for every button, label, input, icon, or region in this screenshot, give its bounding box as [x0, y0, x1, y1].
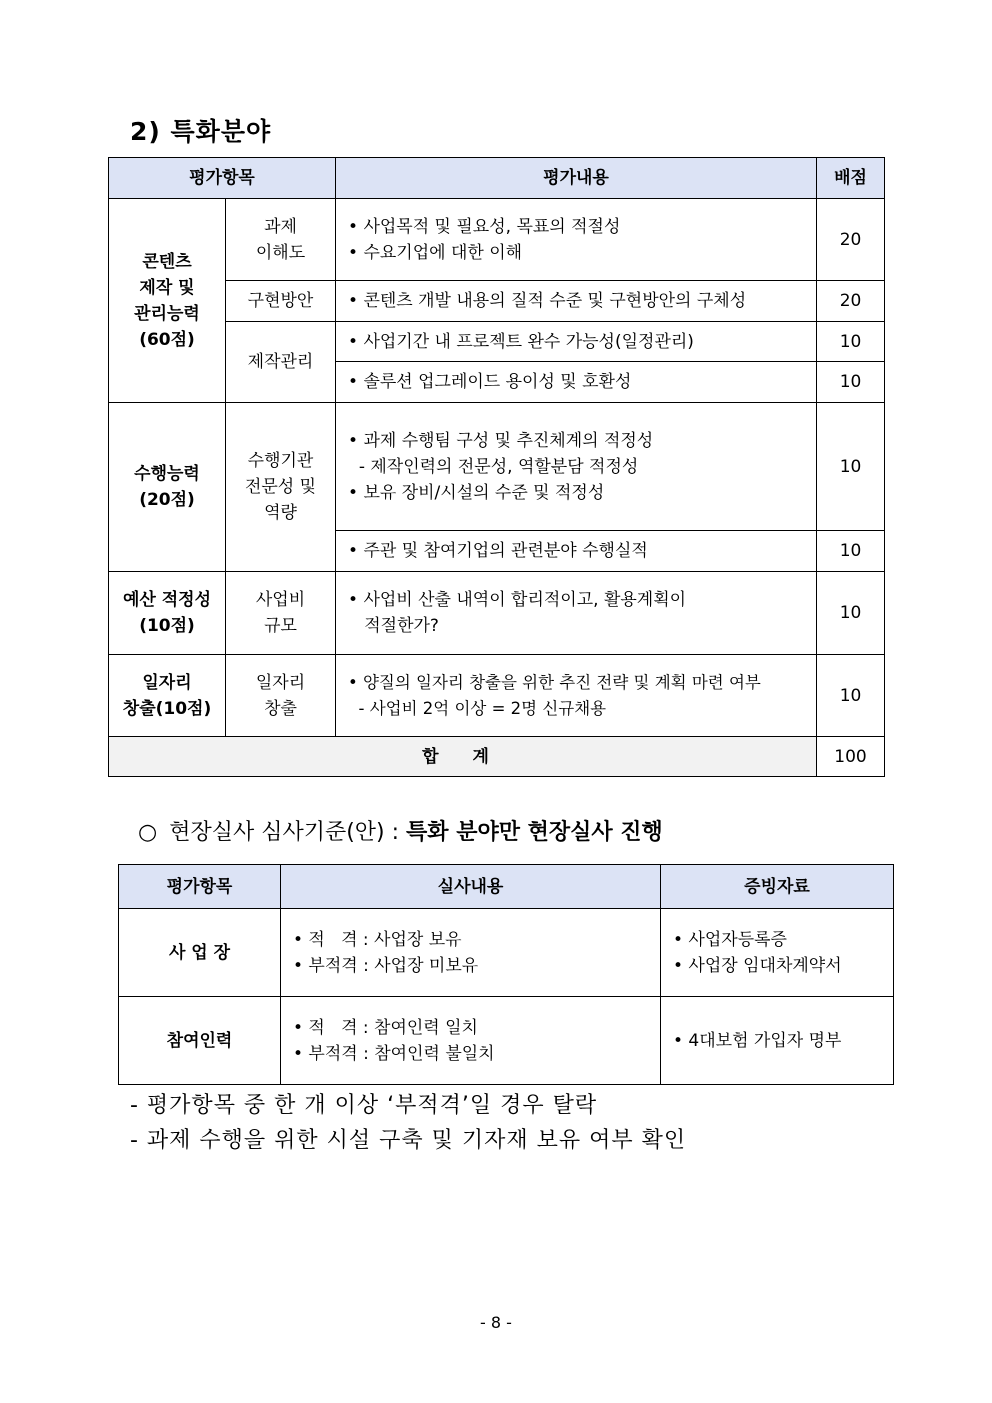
bullet: • 적 격 : 사업장 보유: [293, 929, 462, 950]
evaluation-table: [108, 157, 885, 777]
bullet: • 적 격 : 참여인력 일치: [293, 1017, 478, 1038]
score-cell: 20: [817, 199, 885, 281]
category-performance: [109, 403, 226, 572]
score-cell: 10: [817, 655, 885, 737]
bullet: • 부적격 : 사업장 미보유: [293, 955, 479, 976]
total-score: 100: [817, 737, 885, 777]
evidence-cell: [661, 997, 894, 1085]
bullet: - 제작인력의 전문성, 역할분담 적정성: [348, 456, 639, 477]
category-label: 수행능력 (20점): [134, 464, 200, 510]
bullet: • 사업기간 내 프로젝트 완수 가능성(일정관리): [348, 331, 694, 352]
note-facility-check: - 과제 수행을 위한 시설 구축 및 기자재 보유 여부 확인: [130, 1128, 687, 1153]
bullet: • 보유 장비/시설의 수준 및 적정성: [348, 482, 605, 503]
sub-category-label: 과제 이해도: [255, 216, 306, 263]
category-label: 일자리 창출(10점): [122, 672, 212, 719]
section-title: 2) 특화분야: [130, 117, 272, 146]
content-cell: [336, 572, 817, 655]
bullet: • 수요기업에 대한 이해: [348, 242, 523, 263]
row-item: 참여인력: [119, 997, 281, 1085]
header-category: 평가항목: [109, 158, 336, 199]
category-budget: [109, 572, 226, 655]
sub-category-label: 수행기관 전문성 및 역량: [244, 451, 317, 523]
bullet: • 솔루션 업그레이드 용이성 및 호환성: [348, 372, 632, 392]
score-cell: 20: [817, 281, 885, 322]
bullet: • 주관 및 참여기업의 관련분야 수행실적: [348, 541, 648, 561]
score-cell: 10: [817, 362, 885, 403]
score-cell: 10: [817, 322, 885, 362]
circle-bullet: ○: [138, 820, 158, 845]
sub-category: 제작관리: [226, 322, 336, 403]
row-item: 사 업 장: [119, 909, 281, 997]
bullet: • 사업장 임대차계약서: [673, 955, 842, 976]
bullet: • 콘텐츠 개발 내용의 질적 수준 및 구현방안의 구체성: [348, 291, 747, 311]
site-visit-table: [118, 864, 894, 1085]
category-label: 콘텐츠 제작 및 관리능력 (60점): [134, 251, 200, 350]
sub-category-label: 일자리 창출: [255, 672, 306, 719]
site-visit-title-plain: 현장실사 심사기준(안) :: [169, 820, 407, 845]
bullet: • 사업자등록증: [673, 929, 787, 950]
sub-category: [226, 199, 336, 281]
page-number: - 8 -: [480, 1313, 512, 1332]
bullet: • 사업목적 및 필요성, 목표의 적절성: [348, 216, 621, 237]
header-inspection: 실사내용: [281, 865, 661, 909]
content-cell: [336, 655, 817, 737]
inspection-cell: [281, 997, 661, 1085]
bullet: • 4대보험 가입자 명부: [673, 1030, 842, 1051]
category-jobs: [109, 655, 226, 737]
content-cell: [336, 281, 817, 322]
category-content-production: [109, 199, 226, 403]
bullet: • 과제 수행팀 구성 및 추진체계의 적정성: [348, 430, 654, 451]
sub-category: 구현방안: [226, 281, 336, 322]
content-cell: [336, 531, 817, 572]
content-cell: [336, 403, 817, 531]
header-score: 배점: [817, 158, 885, 199]
header-content: 평가내용: [336, 158, 817, 199]
content-cell: [336, 199, 817, 281]
inspection-cell: [281, 909, 661, 997]
score-cell: 10: [817, 572, 885, 655]
total-label: 합 계: [109, 737, 817, 777]
category-label: 예산 적정성 (10점): [122, 590, 212, 636]
header-item: 평가항목: [119, 865, 281, 909]
sub-category: [226, 572, 336, 655]
note-disqualify: - 평가항목 중 한 개 이상 ‘부적격’일 경우 탈락: [130, 1093, 598, 1118]
bullet: • 부적격 : 참여인력 불일치: [293, 1043, 495, 1064]
bullet: • 양질의 일자리 창출을 위한 추진 전략 및 계획 마련 여부: [348, 672, 761, 692]
content-cell: [336, 362, 817, 403]
bullet: • 사업비 산출 내역이 합리적이고, 활용계획이: [348, 590, 687, 610]
site-visit-title-bold: 특화 분야만 현장실사 진행: [406, 820, 663, 845]
site-visit-title: [138, 815, 663, 846]
content-cell: [336, 322, 817, 362]
sub-category: [226, 655, 336, 737]
bullet: 적절한가?: [348, 616, 439, 636]
header-evidence: 증빙자료: [661, 865, 894, 909]
sub-category: [226, 403, 336, 572]
score-cell: 10: [817, 531, 885, 572]
sub-category-label: 사업비 규모: [255, 590, 306, 636]
evidence-cell: [661, 909, 894, 997]
bullet: - 사업비 2억 이상 = 2명 신규채용: [348, 698, 607, 718]
score-cell: 10: [817, 403, 885, 531]
